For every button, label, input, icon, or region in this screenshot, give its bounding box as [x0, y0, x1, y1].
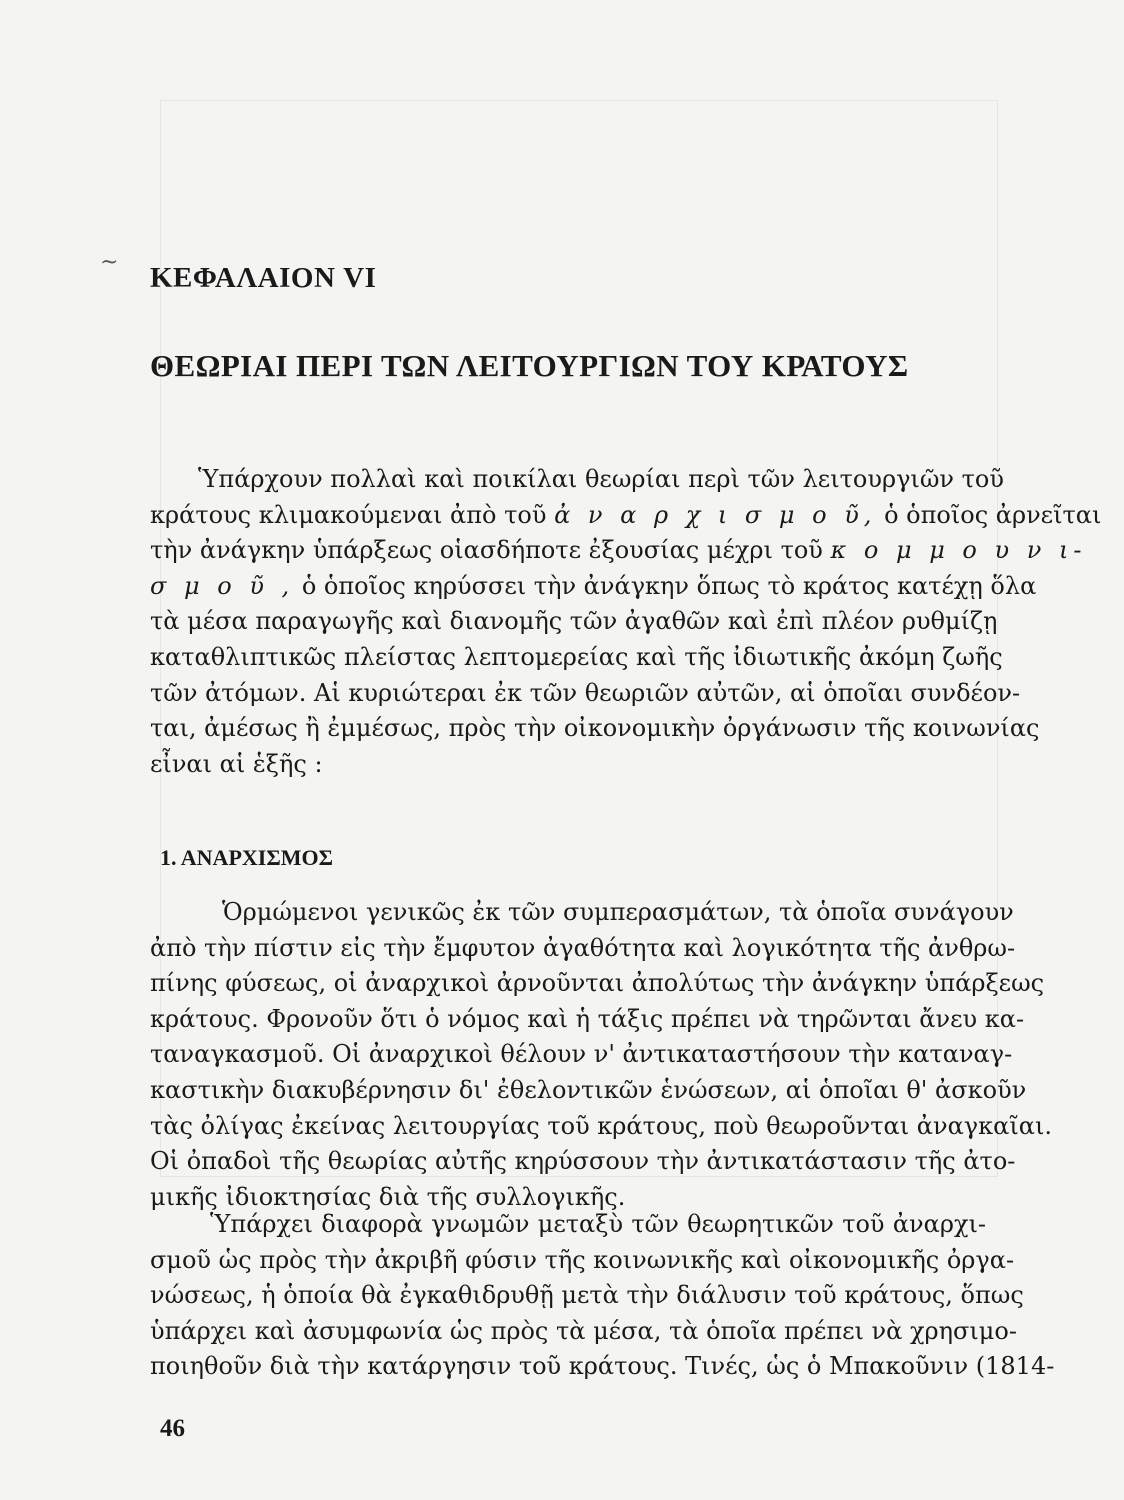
section-heading-anarchism: 1. ΑΝΑΡΧΙΣΜΟΣ: [160, 845, 333, 870]
page-number: 46: [160, 1415, 185, 1442]
text-line: ἀπὸ τὴν πίστιν εἰς τὴν ἔμφυτον ἀγαθότητα καὶ λογικότητα τῆς ἀνθρω-: [150, 933, 1016, 962]
emphasized-term-communism: κ ο μ μ ο υ ν ι-: [830, 536, 1087, 565]
text-line: καστικὴν διακυβέρνησιν δι' ἐθελοντικῶν ἑνώσεων, αἱ ὁποῖαι θ' ἀσκοῦν: [150, 1075, 1027, 1104]
text-line: Ὑπάρχουν πολλαὶ καὶ ποικίλαι θεωρίαι περὶ τῶν λειτουργιῶν τοῦ: [198, 465, 1004, 493]
text-line: τὰς ὀλίγας ἐκείνας λειτουργίας τοῦ κράτους, ποὺ θεωροῦνται ἀναγκαῖαι.: [150, 1111, 1052, 1140]
text-line: μικῆς ἰδιοκτησίας διὰ τῆς συλλογικῆς.: [150, 1182, 626, 1211]
text-line: πίνης φύσεως, οἱ ἀναρχικοὶ ἀρνοῦνται ἀπολύτως τὴν ἀνάγκην ὑπάρξεως: [150, 969, 1045, 998]
chapter-title: ΘΕΩΡΙΑΙ ΠΕΡΙ ΤΩΝ ΛΕΙΤΟΥΡΓΙΩΝ ΤΟΥ ΚΡΑΤΟΥΣ: [150, 348, 909, 383]
text-segment: ὁ ὁποῖος κηρύσσει τὴν ἀνάγκην ὅπως τὸ κράτος κατέχῃ ὅλα: [301, 571, 1037, 600]
text-line: σμοῦ ὡς πρὸς τὴν ἀκριβῆ φύσιν τῆς κοινωνικῆς καὶ οἰκονομικῆς ὀργα-: [150, 1245, 1015, 1274]
emphasized-term-anarchism: ἀ ν α ρ χ ι σ μ ο ῦ,: [554, 500, 877, 529]
text-segment: κράτους κλιμακούμεναι ἀπὸ τοῦ: [150, 500, 547, 529]
text-line: Ὑπάρχει διαφορὰ γνωμῶν μεταξὺ τῶν θεωρητικῶν τοῦ ἀναρχι-: [210, 1210, 986, 1238]
anarchism-paragraph-1: [150, 895, 1052, 1215]
text-line: κράτους. Φρονοῦν ὅτι ὁ νόμος καὶ ἡ τάξις πρέπει νὰ τηρῶνται ἄνευ κα-: [150, 1004, 1025, 1033]
text-segment: ὁ ὁποῖος ἀρνεῖται: [884, 500, 1102, 529]
text-line: [150, 533, 1087, 569]
text-line: Ὁρμώμενοι γενικῶς ἐκ τῶν συμπερασμάτων, τὰ ὁποῖα συνάγουν: [222, 898, 1014, 926]
text-line: ὑπάρχει καὶ ἀσυμφωνία ὡς πρὸς τὰ μέσα, τὰ ὁποῖα πρέπει νὰ χρησιμο-: [150, 1316, 1017, 1345]
margin-pencil-mark: ~: [100, 250, 119, 275]
text-line: ταναγκασμοῦ. Οἱ ἀναρχικοὶ θέλουν ν' ἀντικαταστήσουν τὴν καταναγ-: [150, 1040, 1013, 1069]
text-line: [150, 498, 1102, 534]
text-line: [150, 569, 1037, 605]
emphasized-term-communism-end: σ μ ο ῦ ,: [150, 571, 295, 600]
text-line: τῶν ἀτόμων. Αἱ κυριώτεραι ἐκ τῶν θεωριῶν αὐτῶν, αἱ ὁποῖαι συνδέον-: [150, 678, 1021, 707]
anarchism-paragraph-2: [150, 1207, 1055, 1385]
text-line: Οἱ ὀπαδοὶ τῆς θεωρίας αὐτῆς κηρύσσουν τὴν ἀντικατάστασιν τῆς ἀτο-: [150, 1147, 1016, 1176]
text-segment: τὴν ἀνάγκην ὑπάρξεως οἱασδήποτε ἐξουσίας μέχρι τοῦ: [150, 536, 823, 565]
chapter-label: ΚΕΦΑΛΑΙΟΝ VI: [150, 262, 377, 294]
text-line: εἶναι αἱ ἑξῆς :: [150, 749, 323, 778]
intro-paragraph: [150, 462, 1102, 782]
text-line: τὰ μέσα παραγωγῆς καὶ διανομῆς τῶν ἀγαθῶν καὶ ἐπὶ πλέον ρυθμίζῃ: [150, 607, 998, 636]
text-line: καταθλιπτικῶς πλείστας λεπτομερείας καὶ τῆς ἰδιωτικῆς ἀκόμη ζωῆς: [150, 642, 1003, 671]
text-line: νώσεως, ἡ ὁποία θὰ ἐγκαθιδρυθῇ μετὰ τὴν διάλυσιν τοῦ κράτους, ὅπως: [150, 1281, 1024, 1310]
text-line: ται, ἀμέσως ἢ ἐμμέσως, πρὸς τὴν οἰκονομικὴν ὀργάνωσιν τῆς κοινωνίας: [150, 714, 1040, 743]
text-line: ποιηθοῦν διὰ τὴν κατάργησιν τοῦ κράτους. Τινές, ὡς ὁ Μπακοῦνιν (1814-: [150, 1352, 1055, 1381]
